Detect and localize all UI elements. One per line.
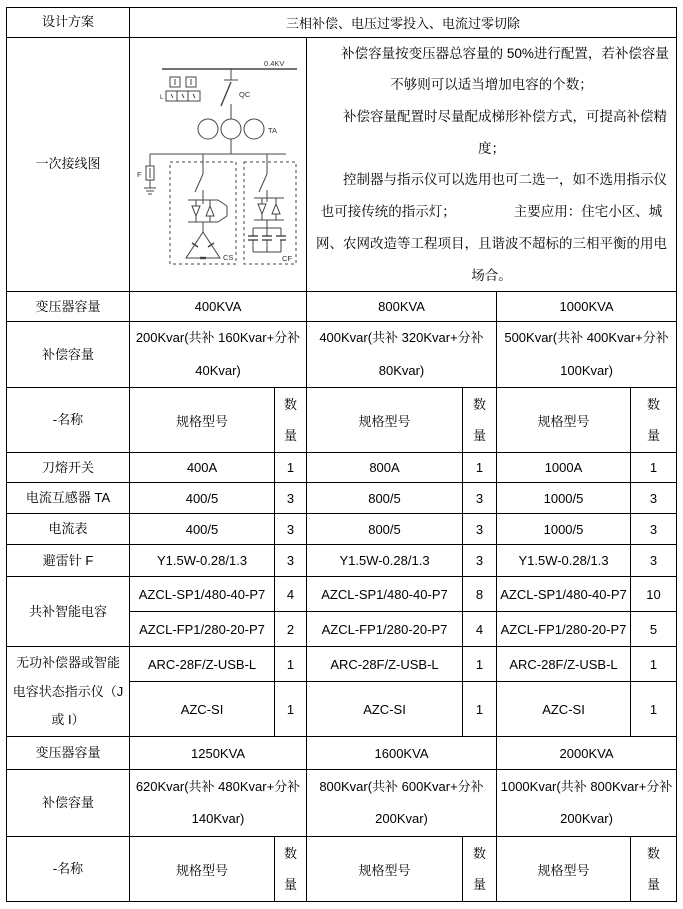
- transformer-capacity-value: 400KVA: [130, 292, 307, 322]
- cf-capacitor-box: [244, 162, 296, 264]
- equipment-name: 刀熔开关: [7, 453, 130, 483]
- equipment-row-ammeter: [7, 514, 677, 545]
- spec-value: 400A: [130, 453, 275, 483]
- spec-value: AZCL-SP1/480-40-P7: [497, 577, 631, 612]
- transformer-capacity-label: 变压器容量: [7, 737, 130, 770]
- spec-value: AZCL-FP1/280-20-P7: [307, 612, 463, 647]
- qty-value: 3: [275, 545, 307, 577]
- cs-thyristor-2: [206, 206, 214, 216]
- spec-value: AZCL-FP1/280-20-P7: [130, 612, 275, 647]
- transformer-capacity-value: 1600KVA: [307, 737, 497, 770]
- wiring-diagram-cell: [130, 37, 307, 292]
- qty-value: 1: [463, 647, 497, 682]
- qty-value: 4: [275, 577, 307, 612]
- transformer-capacity-value: 1250KVA: [130, 737, 307, 770]
- qty-value: 1: [631, 647, 677, 682]
- equipment-row-current-transformer: [7, 483, 677, 514]
- breaker-label: QC: [239, 89, 251, 99]
- compensation-capacity-value: 1000Kvar(共补 800Kvar+分补 200Kvar): [497, 770, 677, 837]
- spec-value: ARC-28F/Z-USB-L: [130, 647, 275, 682]
- spec-value: 1000/5: [497, 483, 631, 514]
- cf-thyristor-1: [258, 204, 266, 214]
- spec-column-header: 规格型号: [307, 837, 463, 902]
- equipment-row-knife-fuse-switch: [7, 453, 677, 483]
- equipment-row-reactive-controller: [7, 647, 677, 682]
- qty-value: 3: [275, 483, 307, 514]
- qty-value: 3: [463, 514, 497, 545]
- ct-circle-3: [244, 119, 264, 139]
- qty-column-header: 数量: [463, 388, 497, 453]
- transformer-capacity-value: 1000KVA: [497, 292, 677, 322]
- wiring-diagram-label: 一次接线图: [7, 37, 130, 292]
- spec-value: ARC-28F/Z-USB-L: [497, 647, 631, 682]
- spec-value: AZC-SI: [497, 682, 631, 737]
- spec-value: AZCL-SP1/480-40-P7: [307, 577, 463, 612]
- compensation-capacity-row-2: [7, 770, 677, 837]
- spec-value: 1000A: [497, 453, 631, 483]
- transformer-capacity-label: 变压器容量: [7, 292, 130, 322]
- ct-circle-2: [221, 119, 241, 139]
- compensation-capacity-label: 补偿容量: [7, 770, 130, 837]
- qty-value: 1: [275, 647, 307, 682]
- qty-value: 3: [463, 483, 497, 514]
- transformer-capacity-row-1: [7, 292, 677, 322]
- spec-value: Y1.5W-0.28/1.3: [130, 545, 275, 577]
- note-application-text: 主要应用：住宅小区、城网、农网改造等工程项目，且谐波不超标的三相平衡的用电场合。: [316, 204, 668, 283]
- spec-value: 1000/5: [497, 514, 631, 545]
- note-controller-application: [310, 164, 673, 291]
- spec-column-header: 规格型号: [497, 388, 631, 453]
- spec-value: AZCL-FP1/280-20-P7: [497, 612, 631, 647]
- compensation-capacity-value: 400Kvar(共补 320Kvar+分补 80Kvar): [307, 322, 497, 388]
- note-ladder-config: 补偿容量配置时尽量配成梯形补偿方式，可提高补偿精度；: [343, 109, 668, 156]
- equipment-name: 电流表: [7, 514, 130, 545]
- compensation-capacity-value: 620Kvar(共补 480Kvar+分补 140Kvar): [130, 770, 307, 837]
- arrester-label: F: [137, 169, 142, 179]
- qty-value: 1: [275, 453, 307, 483]
- spec-value: 800A: [307, 453, 463, 483]
- spec-value: ARC-28F/Z-USB-L: [307, 647, 463, 682]
- wiring-notes-cell: [307, 37, 677, 292]
- compensation-capacity-row-1: [7, 322, 677, 388]
- cs-thyristor-1: [192, 206, 200, 216]
- ct-circle-1: [198, 119, 218, 139]
- wiring-diagram-row: [7, 37, 677, 292]
- qty-value: 1: [275, 682, 307, 737]
- equipment-name: 电流互感器 TA: [7, 483, 130, 514]
- qty-value: 1: [631, 453, 677, 483]
- spec-table: [6, 7, 677, 902]
- breaker-blade: [221, 82, 231, 106]
- qty-value: 1: [463, 682, 497, 737]
- spec-value: AZCL-SP1/480-40-P7: [130, 577, 275, 612]
- meter-left-label: L: [160, 94, 164, 101]
- cs-capacitor-box: [170, 162, 236, 264]
- compensation-capacity-value: 800Kvar(共补 600Kvar+分补 200Kvar): [307, 770, 497, 837]
- name-column-header: -名称: [7, 388, 130, 453]
- qty-column-header: 数量: [275, 388, 307, 453]
- equipment-name: 无功补偿器或智能电容状态指示仪（J 或 I）: [7, 647, 130, 737]
- spec-column-header: 规格型号: [130, 388, 275, 453]
- equipment-name: 避雷针 F: [7, 545, 130, 577]
- bus-voltage-label: 0.4KV: [264, 58, 285, 68]
- equipment-row-common-capacitor-sp: [7, 577, 677, 612]
- transformer-capacity-row-2: [7, 737, 677, 770]
- spec-header-row-2: [7, 837, 677, 902]
- spec-column-header: 规格型号: [307, 388, 463, 453]
- qty-value: 1: [463, 453, 497, 483]
- cf-label: CF: [282, 253, 292, 263]
- name-column-header: -名称: [7, 837, 130, 902]
- qty-value: 3: [275, 514, 307, 545]
- qty-value: 2: [275, 612, 307, 647]
- qty-column-header: 数量: [631, 388, 677, 453]
- qty-value: 8: [463, 577, 497, 612]
- equipment-row-lightning-arrester: [7, 545, 677, 577]
- note-capacity-config: 补偿容量按变压器总容量的 50%进行配置，若补偿容量不够则可以适当增加电容的个数；: [341, 45, 669, 93]
- qty-value: 3: [631, 514, 677, 545]
- compensation-capacity-label: 补偿容量: [7, 322, 130, 388]
- note-controller-text: 控制器与指示仪可以选用也可二选一，如不选用指示仪也可接传统的指示灯；: [320, 172, 668, 220]
- spec-value: 800/5: [307, 514, 463, 545]
- design-scheme-value: 三相补偿、电压过零投入、电流过零切除: [130, 8, 677, 38]
- design-scheme-label: 设计方案: [7, 8, 130, 38]
- qty-value: 5: [631, 612, 677, 647]
- ct-label: TA: [268, 125, 278, 135]
- spec-header-row-1: [7, 388, 677, 453]
- spec-value: AZC-SI: [307, 682, 463, 737]
- spec-value: 400/5: [130, 514, 275, 545]
- spec-value: 400/5: [130, 483, 275, 514]
- spec-value: AZC-SI: [130, 682, 275, 737]
- equipment-name: 共补智能电容: [7, 577, 130, 647]
- qty-value: 10: [631, 577, 677, 612]
- compensation-capacity-value: 200Kvar(共补 160Kvar+分补 40Kvar): [130, 322, 307, 388]
- spec-value: Y1.5W-0.28/1.3: [307, 545, 463, 577]
- one-line-wiring-diagram: [134, 56, 302, 270]
- qty-column-header: 数量: [631, 837, 677, 902]
- qty-column-header: 数量: [275, 837, 307, 902]
- qty-column-header: 数量: [463, 837, 497, 902]
- qty-value: 3: [631, 545, 677, 577]
- qty-value: 4: [463, 612, 497, 647]
- qty-value: 3: [463, 545, 497, 577]
- cf-thyristor-2: [272, 204, 280, 214]
- qty-value: 3: [631, 483, 677, 514]
- spec-column-header: 规格型号: [497, 837, 631, 902]
- spec-column-header: 规格型号: [130, 837, 275, 902]
- cs-label: CS: [223, 252, 234, 262]
- cs-delta-capacitor: [186, 232, 220, 258]
- spec-value: Y1.5W-0.28/1.3: [497, 545, 631, 577]
- qty-value: 1: [631, 682, 677, 737]
- transformer-capacity-value: 2000KVA: [497, 737, 677, 770]
- compensation-capacity-value: 500Kvar(共补 400Kvar+分补 100Kvar): [497, 322, 677, 388]
- transformer-capacity-value: 800KVA: [307, 292, 497, 322]
- design-scheme-row: [7, 8, 677, 38]
- spec-value: 800/5: [307, 483, 463, 514]
